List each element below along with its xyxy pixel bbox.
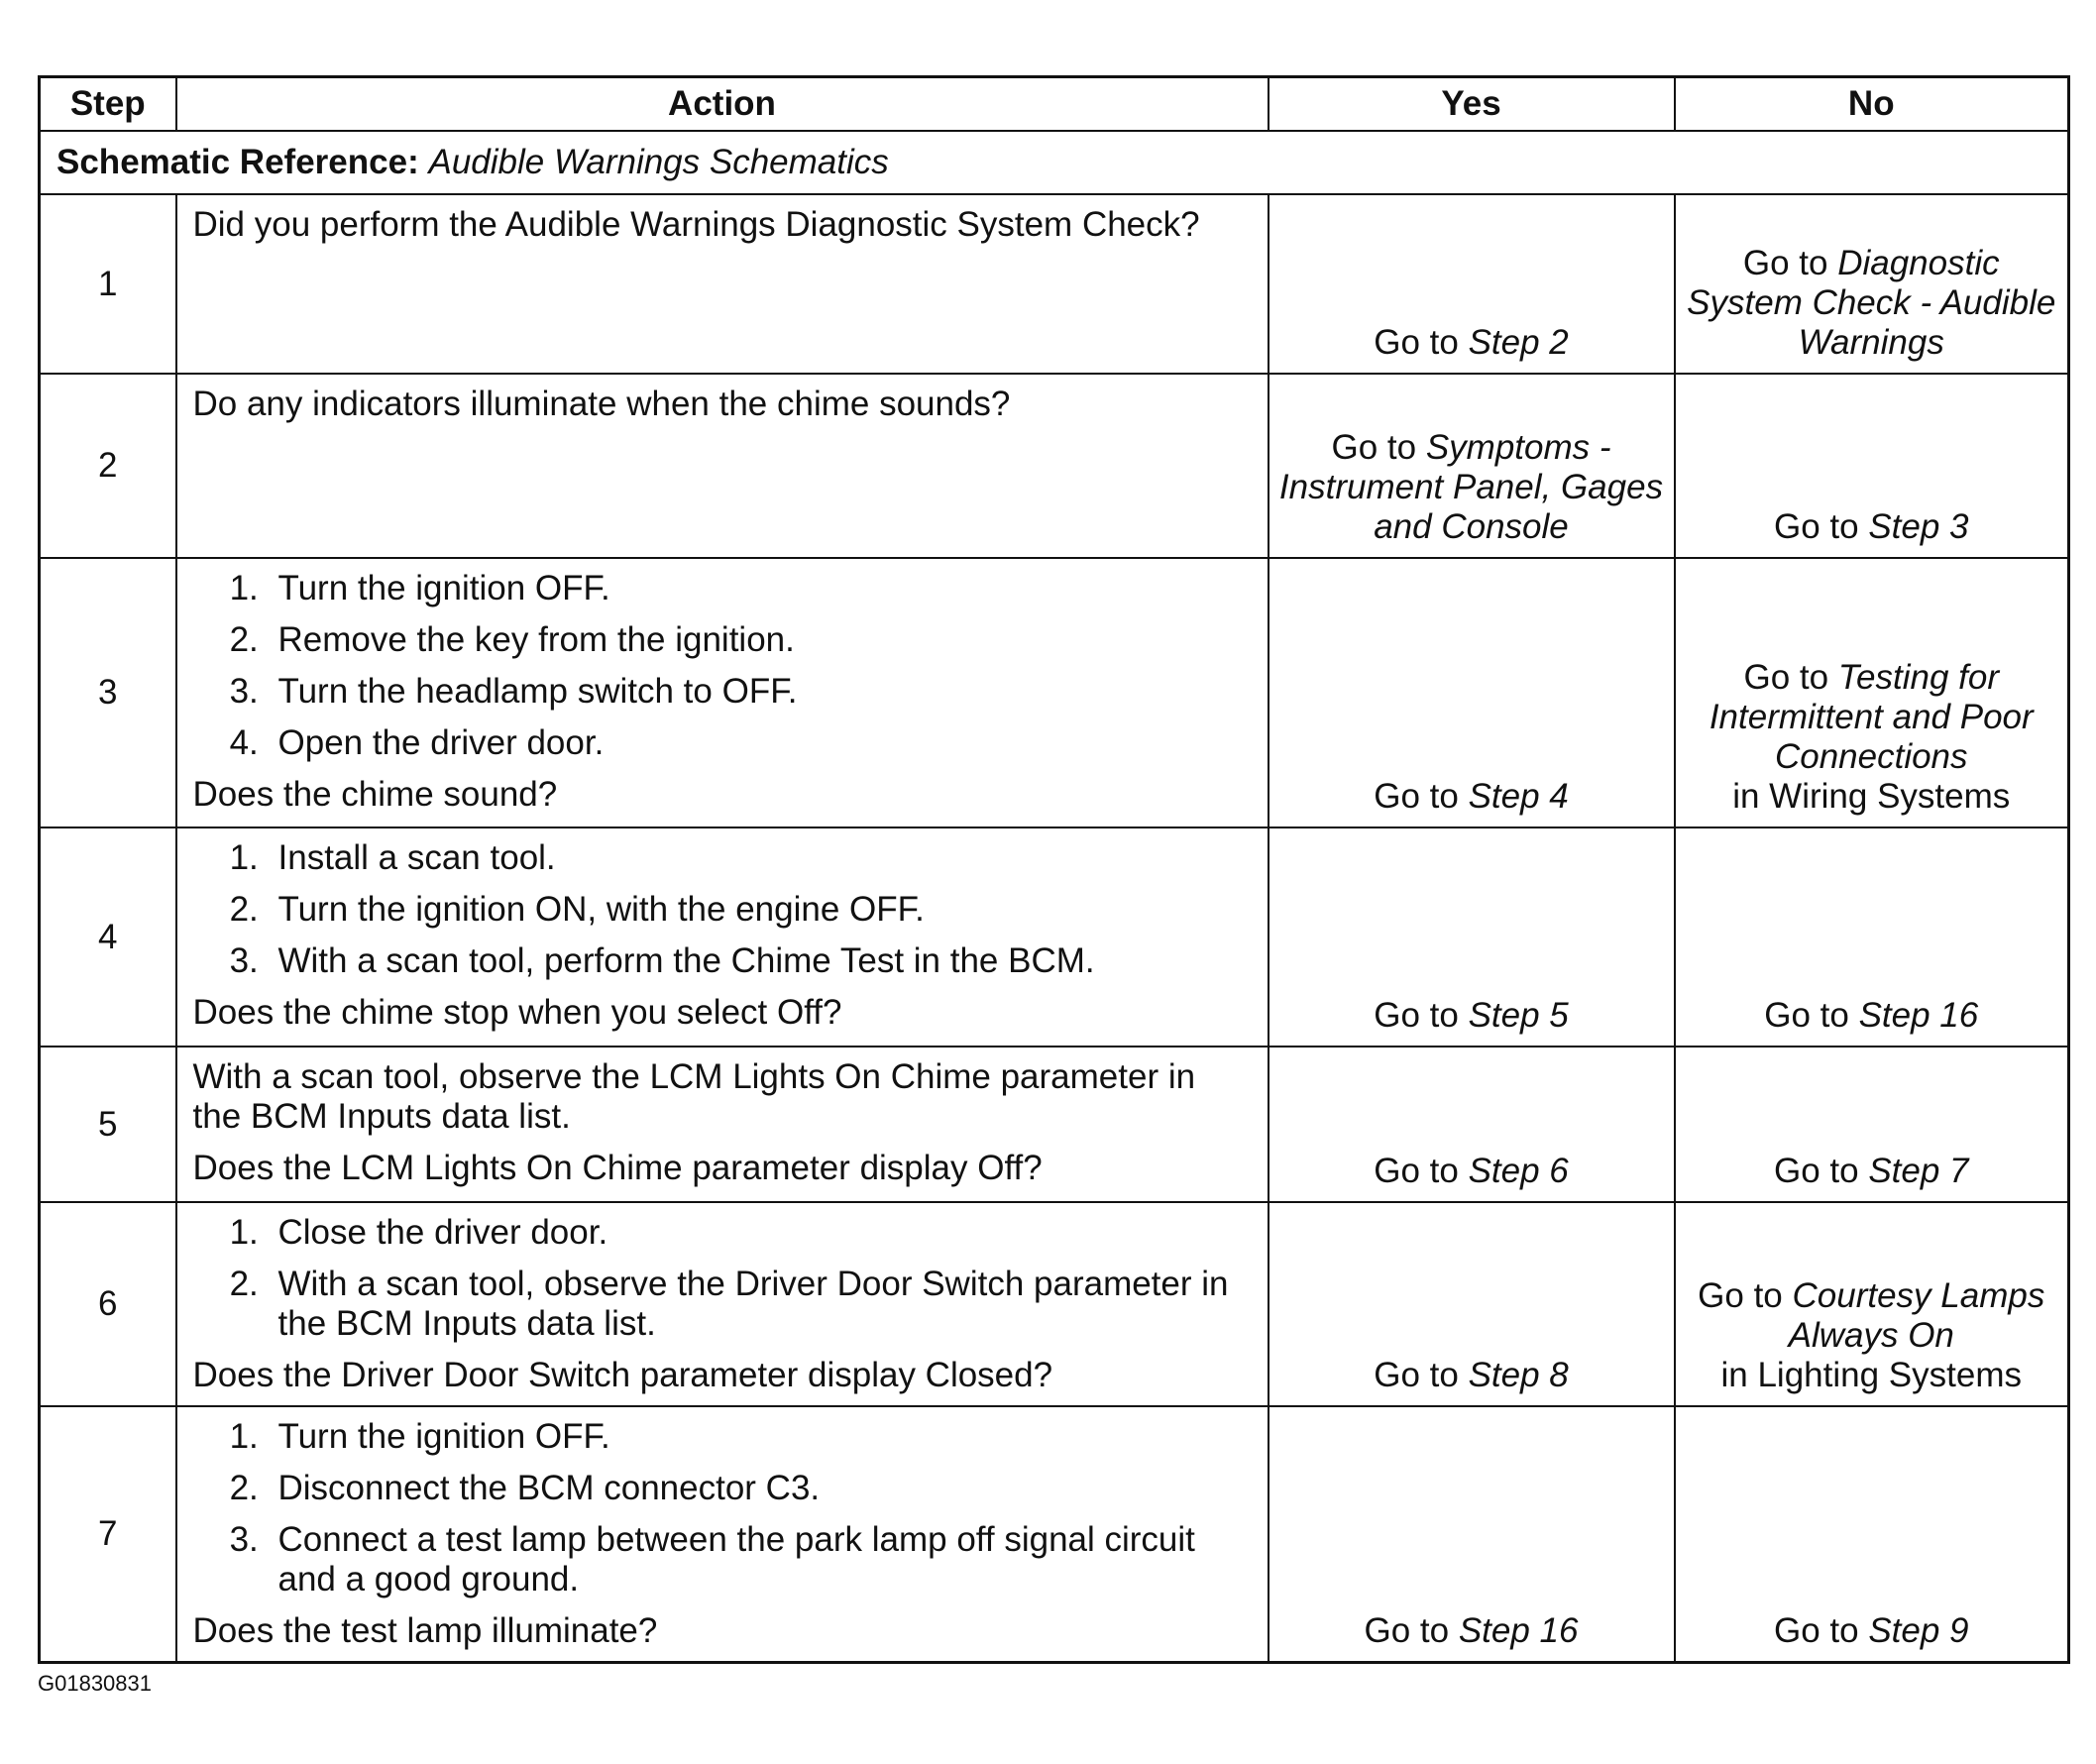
no-link[interactable]: Step 9	[1868, 1611, 1969, 1650]
action-question: Does the chime sound?	[192, 775, 558, 814]
no-prefix: Go to	[1698, 1276, 1793, 1315]
schematic-reference-cell	[40, 131, 2069, 194]
substep-item: 3. Connect a test lamp between the park lamp off signal circuit and a good ground.	[269, 1520, 1252, 1599]
yes-cell	[1269, 374, 1675, 558]
substep-item: 2. Remove the key from the ignition.	[269, 620, 1252, 660]
yes-link[interactable]: Step 8	[1468, 1356, 1569, 1394]
no-cell	[1675, 1047, 2069, 1202]
action-question: Does the LCM Lights On Chime parameter display Off?	[192, 1149, 1043, 1187]
no-prefix: Go to	[1764, 996, 1859, 1035]
yes-cell	[1269, 1047, 1675, 1202]
yes-link[interactable]: Step 5	[1468, 996, 1569, 1035]
table-row	[40, 1406, 2069, 1663]
yes-link[interactable]: Step 2	[1468, 323, 1569, 362]
action-question: Does the Driver Door Switch parameter display Closed?	[192, 1356, 1053, 1394]
yes-link[interactable]: Step 4	[1468, 777, 1569, 816]
no-cell	[1675, 374, 2069, 558]
no-link[interactable]: Step 16	[1858, 996, 1979, 1035]
substep-item: 2. Disconnect the BCM connector C3.	[269, 1469, 1252, 1508]
substep-item: 2. Turn the ignition ON, with the engine OFF.	[269, 890, 1252, 930]
substep-list	[193, 838, 1252, 981]
yes-link[interactable]: Step 6	[1468, 1152, 1569, 1190]
no-prefix: Go to	[1773, 1611, 1869, 1650]
action-question: Did you perform the Audible Warnings Diagnostic System Check?	[192, 205, 1200, 244]
substep-item: 3. Turn the headlamp switch to OFF.	[269, 672, 1252, 712]
substep-item: 1. Turn the ignition OFF.	[269, 569, 1252, 608]
yes-prefix: Go to	[1374, 323, 1469, 362]
no-cell	[1675, 1202, 2069, 1406]
yes-prefix: Go to	[1374, 777, 1469, 816]
no-cell	[1675, 827, 2069, 1047]
step-number: 5	[40, 1047, 176, 1202]
yes-prefix: Go to	[1374, 1152, 1469, 1190]
table-row	[40, 374, 2069, 558]
action-cell	[176, 827, 1269, 1047]
no-prefix: Go to	[1773, 1152, 1869, 1190]
action-cell	[176, 558, 1269, 827]
yes-cell	[1269, 194, 1675, 374]
yes-prefix: Go to	[1374, 996, 1469, 1035]
no-link[interactable]: Testing for Intermittent and Poor Connections	[1709, 658, 2034, 776]
yes-prefix: Go to	[1374, 1356, 1469, 1394]
no-cell	[1675, 194, 2069, 374]
table-header-row	[40, 77, 2069, 132]
table-row	[40, 194, 2069, 374]
substep-item: 1. Turn the ignition OFF.	[269, 1417, 1252, 1457]
no-link[interactable]: Diagnostic System Check - Audible Warnings	[1687, 244, 2056, 362]
diagnostic-table	[38, 75, 2070, 1664]
substep-list	[193, 1213, 1252, 1344]
header-no: No	[1675, 77, 2069, 132]
action-cell	[176, 374, 1269, 558]
schematic-reference-row	[40, 131, 2069, 194]
no-link[interactable]: Courtesy Lamps Always On	[1788, 1276, 2045, 1355]
yes-cell	[1269, 558, 1675, 827]
table-row	[40, 558, 2069, 827]
header-step: Step	[40, 77, 176, 132]
action-cell	[176, 1202, 1269, 1406]
substep-item: 1. Close the driver door.	[269, 1213, 1252, 1253]
action-question: Does the chime stop when you select Off?	[192, 993, 842, 1032]
no-prefix: Go to	[1773, 507, 1869, 546]
table-row	[40, 1047, 2069, 1202]
header-action: Action	[176, 77, 1269, 132]
no-suffix: in Wiring Systems	[1732, 777, 2011, 816]
action-question: Does the test lamp illuminate?	[192, 1611, 658, 1650]
step-number: 6	[40, 1202, 176, 1406]
yes-prefix: Go to	[1364, 1611, 1459, 1650]
step-number: 3	[40, 558, 176, 827]
substep-item: 2. With a scan tool, observe the Driver Door Switch parameter in the BCM Inputs data list.	[269, 1265, 1252, 1344]
substep-item: 1. Install a scan tool.	[269, 838, 1252, 878]
substep-item: 4. Open the driver door.	[269, 723, 1252, 763]
yes-cell	[1269, 827, 1675, 1047]
no-prefix: Go to	[1742, 244, 1838, 282]
schematic-reference-value: Audible Warnings Schematics	[428, 143, 889, 181]
substep-list	[193, 569, 1252, 763]
substep-item: 3. With a scan tool, perform the Chime Test in the BCM.	[269, 941, 1252, 981]
table-row	[40, 1202, 2069, 1406]
yes-link[interactable]: Symptoms - Instrument Panel, Gages and Console	[1278, 428, 1664, 546]
yes-cell	[1269, 1202, 1675, 1406]
yes-cell	[1269, 1406, 1675, 1663]
step-number: 7	[40, 1406, 176, 1663]
substep-list	[193, 1417, 1252, 1599]
no-suffix: in Lighting Systems	[1720, 1356, 2022, 1394]
action-cell	[176, 1406, 1269, 1663]
schematic-reference-label: Schematic Reference:	[56, 143, 419, 181]
yes-prefix: Go to	[1331, 428, 1426, 467]
header-yes: Yes	[1269, 77, 1675, 132]
no-cell	[1675, 558, 2069, 827]
action-text: With a scan tool, observe the LCM Lights On Chime parameter in the BCM Inputs data list.	[192, 1057, 1196, 1136]
step-number: 4	[40, 827, 176, 1047]
action-cell	[176, 194, 1269, 374]
no-cell	[1675, 1406, 2069, 1663]
action-cell	[176, 1047, 1269, 1202]
no-link[interactable]: Step 3	[1868, 507, 1969, 546]
table-row	[40, 827, 2069, 1047]
no-prefix: Go to	[1743, 658, 1838, 697]
figure-id: G01830831	[38, 1671, 152, 1696]
action-question: Do any indicators illuminate when the chime sounds?	[192, 385, 1011, 423]
yes-link[interactable]: Step 16	[1458, 1611, 1579, 1650]
step-number: 2	[40, 374, 176, 558]
step-number: 1	[40, 194, 176, 374]
no-link[interactable]: Step 7	[1868, 1152, 1969, 1190]
